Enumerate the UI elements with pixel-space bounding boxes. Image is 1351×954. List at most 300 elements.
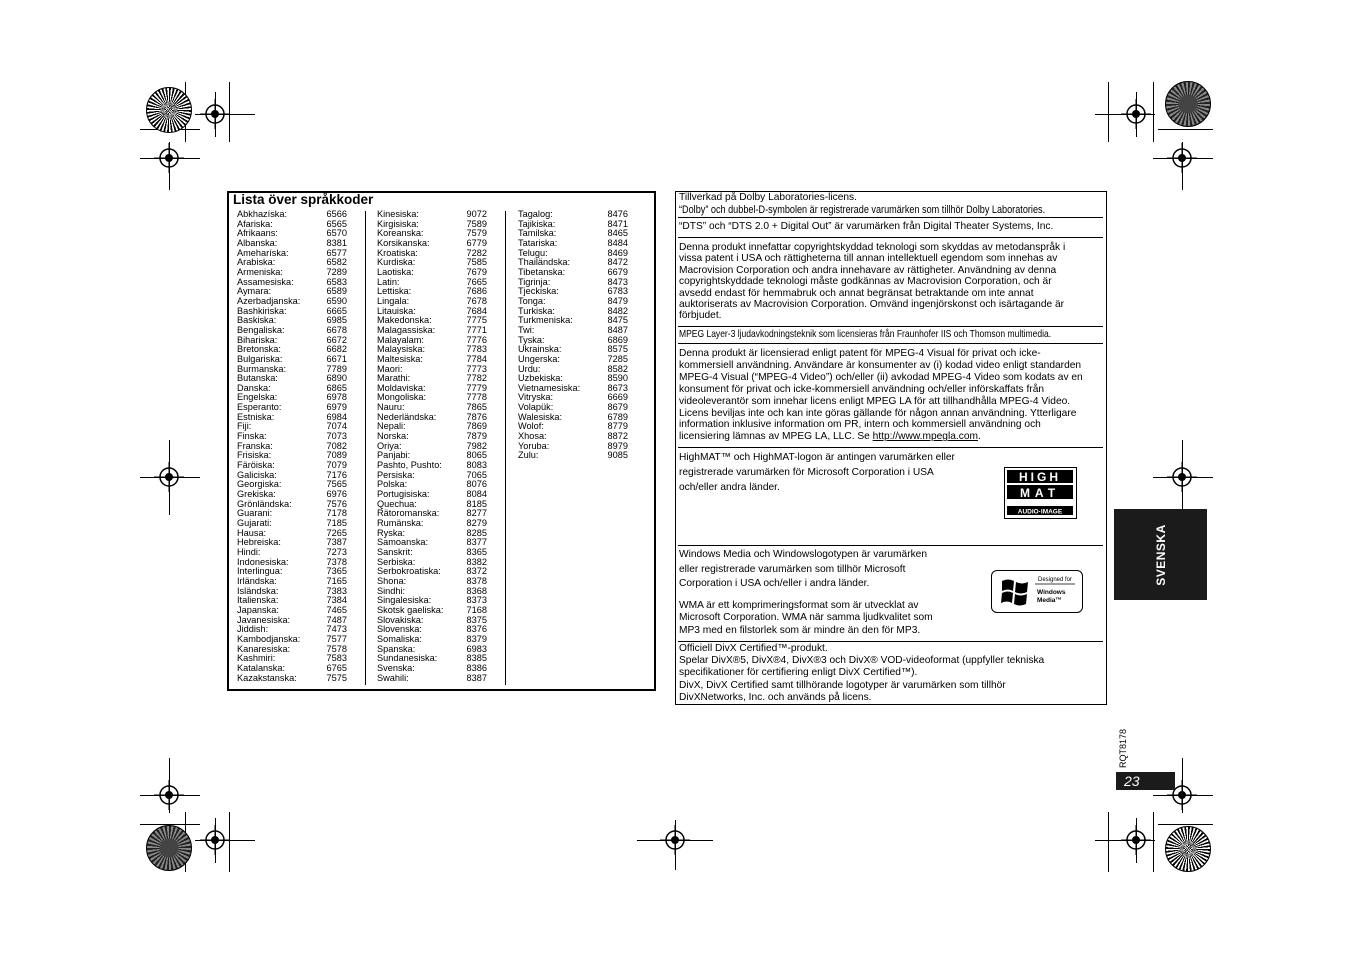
language-name: Ukrainska: <box>518 344 562 355</box>
section-divider <box>678 237 1103 238</box>
language-code: 8482 <box>607 305 628 316</box>
crosshair-icon <box>1121 825 1151 855</box>
language-name: Irländska: <box>237 575 277 586</box>
language-name: Quechua: <box>377 498 417 509</box>
language-name: Katalanska: <box>237 662 286 673</box>
language-code: 6783 <box>607 286 628 297</box>
language-code: 8673 <box>607 382 628 393</box>
crosshair-icon <box>1167 143 1197 173</box>
mpeg4-line: konsument för privat och icke-kommersiell användning och/eller införskaffats från <box>679 383 1045 395</box>
language-code: 7784 <box>466 353 487 364</box>
language-code: 8979 <box>607 440 628 451</box>
highmat-line: HighMAT™ och HighMAT-logon är antingen varumärken eller <box>679 452 955 463</box>
language-code: 6985 <box>326 315 347 326</box>
macrovision-line: auktoriserats av Macrovision Corporation. Omvänd ingenjörskonst och isärtagande är <box>679 299 1065 311</box>
language-code: 6672 <box>326 334 347 345</box>
language-column-1 <box>237 210 347 683</box>
language-code: 7289 <box>326 266 347 277</box>
language-code: 7684 <box>466 305 487 316</box>
language-code: 7465 <box>326 604 347 615</box>
language-code: 8473 <box>607 276 628 287</box>
language-code: 6589 <box>326 286 347 297</box>
language-code: 6679 <box>607 266 628 277</box>
language-name: Korsikanska: <box>377 237 430 248</box>
language-name: Kazakstanska: <box>237 672 297 683</box>
language-code: 6682 <box>326 344 347 355</box>
language-side-tab <box>1114 509 1207 600</box>
section-divider <box>678 545 1103 546</box>
crosshair-icon <box>660 825 690 855</box>
language-name: Fiji: <box>237 421 252 432</box>
language-name: Galiciska: <box>237 469 277 480</box>
language-name: Javanesiska: <box>237 614 291 625</box>
language-code: 7565 <box>326 479 347 490</box>
language-code: 7775 <box>466 315 487 326</box>
language-code-title: Lista över språkkoder <box>233 192 374 207</box>
divx-notice <box>679 643 1103 704</box>
language-code: 8465 <box>607 228 628 239</box>
language-code: 8285 <box>466 527 487 538</box>
language-code: 7585 <box>466 257 487 268</box>
language-name: Azerbadjanska: <box>237 295 301 306</box>
language-code: 6869 <box>607 334 628 345</box>
section-divider <box>678 326 1103 327</box>
language-name: Polska: <box>377 479 408 490</box>
language-code: 8386 <box>466 662 487 673</box>
language-name: Yoruba: <box>518 440 550 451</box>
language-code: 7982 <box>466 440 487 451</box>
page-number: 23 <box>1116 772 1175 790</box>
language-name: Afariska: <box>237 218 273 229</box>
language-code: 6890 <box>326 373 347 384</box>
language-name: Frisiska: <box>237 450 272 461</box>
dolby-line: “Dolby” och dubbel-D-symbolen är registrerade varumärken som tillhör Dolby Laboratories. <box>679 204 1046 216</box>
language-name: Litauiska: <box>377 305 416 316</box>
language-name: Gujarati: <box>237 518 272 528</box>
language-code: 6865 <box>326 382 347 393</box>
document-code: RQT8178 <box>1118 728 1128 768</box>
mpeg4-line: Licens beviljas inte och kan inte göras gällande för någon annan användning. Ytterligare <box>679 407 1077 419</box>
language-name: Hausa: <box>237 527 267 538</box>
language-code: 8375 <box>466 614 487 625</box>
language-code: 7583 <box>326 653 347 664</box>
language-name: Tibetanska: <box>518 266 566 277</box>
language-name: Xhosa: <box>518 431 547 442</box>
language-name: Turkmeniska: <box>518 315 573 326</box>
language-name: Malaysiska: <box>377 344 425 355</box>
language-name: Burmanska: <box>237 363 287 374</box>
mpeg4-line: kommersiell användning. Användare är konsumenter av (i) kodad video enligt standarden <box>679 359 1082 371</box>
language-name: Malagassiska: <box>377 324 436 335</box>
language-name: Slovakiska: <box>377 614 424 625</box>
macrovision-line: förbjudet. <box>679 310 722 322</box>
language-code: 6983 <box>466 643 487 654</box>
language-name: Hindi: <box>237 546 261 557</box>
language-code: 6570 <box>326 228 347 239</box>
windows-logo-name1: Windows <box>1037 589 1066 596</box>
language-name: Isländska: <box>237 585 279 596</box>
language-code: 7383 <box>326 585 347 596</box>
registration-star-icon <box>1165 81 1211 127</box>
wma-line: MP3 med en filstorlek som är mindre än den för MP3. <box>679 624 921 636</box>
language-code: 6665 <box>326 305 347 316</box>
license-info-panel <box>675 191 1107 705</box>
macrovision-notice <box>679 242 1103 322</box>
section-divider <box>678 217 1103 218</box>
language-code: 8365 <box>466 546 487 557</box>
mpegla-link[interactable]: http://www.mpegla.com <box>872 431 978 443</box>
language-code: 8372 <box>466 566 487 577</box>
language-code: 7773 <box>466 363 487 374</box>
language-code: 6566 <box>326 209 347 219</box>
macrovision-line: Denna produkt innefattar copyrightskyddad teknologi som skyddas av metodanspråk i <box>679 242 1066 253</box>
language-name: Grekiska: <box>237 489 276 500</box>
language-name: Makedonska: <box>377 315 432 326</box>
language-name: Skotsk gaeliska: <box>377 604 444 615</box>
language-code: 7265 <box>326 527 347 538</box>
crosshair-icon <box>154 143 184 173</box>
language-code: 6978 <box>326 392 347 403</box>
language-code: 7365 <box>326 566 347 577</box>
language-code: 8185 <box>466 498 487 509</box>
language-name: Kanaresiska: <box>237 643 291 654</box>
language-code: 7579 <box>466 228 487 239</box>
language-code: 7876 <box>466 411 487 422</box>
language-code: 8779 <box>607 421 628 432</box>
language-code: 6984 <box>326 411 347 422</box>
language-code: 7575 <box>326 672 347 683</box>
language-name: Twi: <box>518 324 535 335</box>
language-name: Walesiska: <box>518 411 563 422</box>
language-code: 7074 <box>326 421 347 432</box>
language-name: Estniska: <box>237 411 275 422</box>
language-code: 7176 <box>326 469 347 480</box>
language-row <box>377 674 487 684</box>
macrovision-line: Macrovision Corporation och andra innehavare av rättigheter. Användning av denna <box>679 264 1057 276</box>
language-code-box <box>227 191 656 691</box>
language-name: Vietnamesiska: <box>518 382 581 393</box>
language-name: Spanska: <box>377 643 416 654</box>
language-name: Swahili: <box>377 672 409 683</box>
language-name: Wolof: <box>518 421 544 432</box>
language-name: Albanska: <box>237 237 278 248</box>
section-divider <box>678 343 1103 344</box>
language-name: Singalesiska: <box>377 595 432 606</box>
language-code: 8471 <box>607 218 628 229</box>
language-code: 7082 <box>326 440 347 451</box>
language-name: Svenska: <box>377 662 415 673</box>
highmat-line: och/eller andra länder. <box>679 482 780 493</box>
language-name: Moldaviska: <box>377 382 426 393</box>
language-name: Nederländska: <box>377 411 437 422</box>
wma-line: WMA är ett komprimeringsformat som är utvecklat av <box>679 600 919 611</box>
language-code: 6565 <box>326 218 347 229</box>
language-name: Samoanska: <box>377 537 429 548</box>
language-code: 7578 <box>326 643 347 654</box>
language-code: 7678 <box>466 295 487 306</box>
language-code: 7779 <box>466 382 487 393</box>
language-name: Bulgariska: <box>237 353 283 364</box>
windows-line: eller registrerade varumärken som tillhör Microsoft <box>679 563 906 575</box>
side-tab-label: SVENSKA <box>1153 523 1168 586</box>
mpeg3-notice: MPEG Layer-3 ljudavkodningsteknik som licensieras från Fraunhofer IIS och Thomson multimedia. <box>679 329 1052 340</box>
language-name: Bretonska: <box>237 344 281 355</box>
language-code: 8679 <box>607 402 628 413</box>
divx-line: specifikationer för certifiering enligt DivX Certified™). <box>679 667 918 679</box>
language-code: 9085 <box>607 450 628 461</box>
language-code: 6765 <box>326 662 347 673</box>
language-code: 7387 <box>326 537 347 548</box>
language-name: Telugu: <box>518 247 548 258</box>
language-name: Interlingua: <box>237 566 283 577</box>
language-code: 7073 <box>326 431 347 442</box>
language-name: Bihariska: <box>237 334 278 345</box>
language-name: Nauru: <box>377 402 405 413</box>
language-code: 6678 <box>326 324 347 335</box>
language-code: 6671 <box>326 353 347 364</box>
language-code: 8076 <box>466 479 487 490</box>
divx-line: DivXNetworks, Inc. och används på licens. <box>679 691 872 703</box>
mpeg4-notice <box>679 348 1103 443</box>
language-code: 8479 <box>607 295 628 306</box>
language-name: Franska: <box>237 440 273 451</box>
language-name: Lettiska: <box>377 286 412 297</box>
language-name: Sundanesiska: <box>377 653 438 664</box>
mpeg4-line: MPEG-4 Visual (“MPEG-4 Video”) och/eller (ii) avkodad MPEG-4 Video som kodats av en <box>679 371 1083 383</box>
language-code: 6789 <box>607 411 628 422</box>
language-code: 7577 <box>326 633 347 644</box>
language-name: Arabiska: <box>237 257 276 268</box>
language-code: 7869 <box>466 421 487 432</box>
language-name: Färöiska: <box>237 460 275 471</box>
windows-line: Windows Media och Windowslogotypen är varumärken <box>679 549 928 560</box>
language-name: Guarani: <box>237 508 273 519</box>
crosshair-icon <box>200 825 230 855</box>
language-code: 8277 <box>466 508 487 519</box>
language-name: Slovenska: <box>377 624 422 635</box>
language-name: Georgiska: <box>237 479 282 490</box>
language-name: Kinesiska: <box>377 209 419 219</box>
language-code: 6669 <box>607 392 628 403</box>
language-name: Tjeckiska: <box>518 286 559 297</box>
wma-line: Microsoft Corporation. WMA när samma ljudkvalitet som <box>679 612 933 624</box>
language-name: Shona: <box>377 575 407 586</box>
language-name: Marathi: <box>377 373 411 384</box>
windows-logo-name2: Media™ <box>1037 597 1062 604</box>
language-code: 6779 <box>466 237 487 248</box>
language-name: Zulu: <box>518 450 539 461</box>
language-name: Tajikiska: <box>518 218 556 229</box>
language-row <box>237 674 347 684</box>
divx-line: Spelar DivX®5, DivX®4, DivX®3 och DivX® VOD-videoformat (uppfyller tekniska <box>679 655 1045 667</box>
language-code: 8279 <box>466 518 487 528</box>
language-code: 8385 <box>466 653 487 664</box>
language-code: 6590 <box>326 295 347 306</box>
language-name: Esperanto: <box>237 402 282 413</box>
language-code: 8368 <box>466 585 487 596</box>
language-name: Maltesiska: <box>377 353 423 364</box>
language-code: 8373 <box>466 595 487 606</box>
language-code: 7589 <box>466 218 487 229</box>
language-name: Bashkiriska: <box>237 305 287 316</box>
language-code: 7089 <box>326 450 347 461</box>
mpeg4-line: videoleverantör som innehar licens enligt MPEG LA för att tillhandhålla MPEG-4 Video. <box>679 395 1071 407</box>
language-code: 8472 <box>607 257 628 268</box>
language-name: Finska: <box>237 431 267 442</box>
language-name: Rätoromanska: <box>377 508 440 519</box>
language-name: Portugisiska: <box>377 489 430 500</box>
language-name: Norska: <box>377 431 409 442</box>
highmat-logo-line3: AUDIO·IMAGE <box>1017 508 1063 516</box>
language-code: 8476 <box>607 209 628 219</box>
language-code: 7665 <box>466 276 487 287</box>
language-name: Jiddish: <box>237 624 269 635</box>
language-name: Sindhi: <box>377 585 406 596</box>
language-code: 8378 <box>466 575 487 586</box>
language-name: Ryska: <box>377 527 406 538</box>
dolby-line: Tillverkad på Dolby Laboratories-licens. <box>679 192 857 203</box>
language-code: 8582 <box>607 363 628 374</box>
language-name: Tamilska: <box>518 228 557 239</box>
language-name: Somaliska: <box>377 633 422 644</box>
language-code: 7079 <box>326 460 347 471</box>
language-name: Afrikaans: <box>237 228 278 239</box>
language-code: 7879 <box>466 431 487 442</box>
language-name: Thailändska: <box>518 257 571 268</box>
language-name: Grönländska: <box>237 498 292 509</box>
dts-notice: “DTS” och “DTS 2.0 + Digital Out” är varumärken från Digital Theater Systems, Inc. <box>679 221 1054 232</box>
mpeg4-last-line: licensiering lämnas av MPEG LA, LLC. Se http://www.mpegla.com. <box>679 431 981 443</box>
column-divider <box>365 211 366 685</box>
language-name: Mongoliska: <box>377 392 427 403</box>
language-name: Urdu: <box>518 363 541 374</box>
language-name: Baskiska: <box>237 315 277 326</box>
language-code: 8382 <box>466 556 487 567</box>
language-name: Assamesiska: <box>237 276 294 287</box>
language-code: 8872 <box>607 431 628 442</box>
language-name: Tigrinja: <box>518 276 551 287</box>
language-code: 7065 <box>466 469 487 480</box>
highmat-logo <box>1004 467 1077 519</box>
crosshair-icon <box>154 780 184 810</box>
language-name: Kurdiska: <box>377 257 416 268</box>
registration-star-icon <box>1165 826 1211 872</box>
column-divider <box>505 211 506 685</box>
language-name: Kashmiri: <box>237 653 276 664</box>
language-name: Kambodjanska: <box>237 633 301 644</box>
section-divider <box>678 447 1103 448</box>
language-code: 7178 <box>326 508 347 519</box>
language-name: Malayalam: <box>377 334 424 345</box>
mpeg4-line: Denna produkt är licensierad enligt patent för MPEG-4 Visual för privat och icke- <box>679 348 1041 359</box>
windows-line: Corporation i USA och/eller i andra länder. <box>679 578 870 589</box>
language-name: Vitryska: <box>518 392 554 403</box>
language-name: Indonesiska: <box>237 556 289 567</box>
language-code: 8381 <box>326 237 347 248</box>
language-code: 9072 <box>466 209 487 219</box>
language-code: 7384 <box>326 595 347 606</box>
language-name: Tonga: <box>518 295 546 306</box>
language-code: 6976 <box>326 489 347 500</box>
language-name: Ameharíska: <box>237 247 289 258</box>
language-code: 7776 <box>466 334 487 345</box>
windows-media-logo <box>991 570 1083 613</box>
language-name: Kirgisiska: <box>377 218 419 229</box>
highmat-logo-line2: MAT <box>1019 486 1061 500</box>
mpeg4-line: information inklusive information om PR, intern och kommersiell användning och <box>679 419 1041 431</box>
language-name: Nepali: <box>377 421 406 432</box>
language-code: 8376 <box>466 624 487 635</box>
dolby-notice <box>679 192 1103 216</box>
language-name: Turkiska: <box>518 305 555 316</box>
language-code: 8083 <box>466 460 487 471</box>
crosshair-icon <box>1121 99 1151 129</box>
crosshair-icon <box>154 462 184 492</box>
language-name: Serbokroatiska: <box>377 566 441 577</box>
language-code: 8379 <box>466 633 487 644</box>
language-code: 8475 <box>607 315 628 326</box>
registration-star-icon <box>146 87 192 133</box>
highmat-line: registrerade varumärken för Microsoft Corporation i USA <box>679 467 934 478</box>
language-code: 8469 <box>607 247 628 258</box>
language-code: 7782 <box>466 373 487 384</box>
language-code: 7783 <box>466 344 487 355</box>
language-name: Butanska: <box>237 373 278 384</box>
language-code: 6582 <box>326 257 347 268</box>
macrovision-line: avsedd endast för hemmabruk och annat begränsat betraktande om inte annat <box>679 287 1034 299</box>
language-name: Panjabi: <box>377 450 411 461</box>
language-code: 7282 <box>466 247 487 258</box>
language-row <box>518 451 628 461</box>
language-code: 6577 <box>326 247 347 258</box>
language-column-2 <box>377 210 487 683</box>
language-name: Pashto, Pushto: <box>377 460 442 471</box>
language-name: Oriya: <box>377 440 402 451</box>
language-name: Abkhazíska: <box>237 209 288 219</box>
crosshair-icon <box>1167 462 1197 492</box>
language-code: 8484 <box>607 237 628 248</box>
language-code: 7686 <box>466 286 487 297</box>
language-code: 7168 <box>466 604 487 615</box>
language-name: Japanska: <box>237 604 279 615</box>
language-name: Koreanska: <box>377 228 424 239</box>
language-code: 8377 <box>466 537 487 548</box>
language-code: 7679 <box>466 266 487 277</box>
macrovision-line: vissa patent i USA och rättigheterna till annan intellektuell egendom som innehas av <box>679 253 1058 265</box>
language-name: Uzbekiska: <box>518 373 563 384</box>
language-code: 7473 <box>326 624 347 635</box>
crosshair-icon <box>200 99 230 129</box>
language-name: Tatariska: <box>518 237 558 248</box>
language-code: 8065 <box>466 450 487 461</box>
language-name: Laotiska: <box>377 266 414 277</box>
language-code: 8084 <box>466 489 487 500</box>
language-name: Armeniska: <box>237 266 283 277</box>
language-name: Tyska: <box>518 334 545 345</box>
language-code: 7378 <box>326 556 347 567</box>
language-name: Sanskrit: <box>377 546 413 557</box>
section-divider <box>678 641 1103 642</box>
language-name: Hebreiska: <box>237 537 281 548</box>
windows-logo-designed: Designed for <box>1037 577 1073 583</box>
divx-line: Officiell DivX Certified™-produkt. <box>679 643 828 654</box>
language-name: Danska: <box>237 382 271 393</box>
language-code: 7771 <box>466 324 487 335</box>
language-column-3 <box>518 210 628 461</box>
language-code: 7285 <box>607 353 628 364</box>
language-name: Lingala: <box>377 295 410 306</box>
language-name: Rumänska: <box>377 518 424 528</box>
